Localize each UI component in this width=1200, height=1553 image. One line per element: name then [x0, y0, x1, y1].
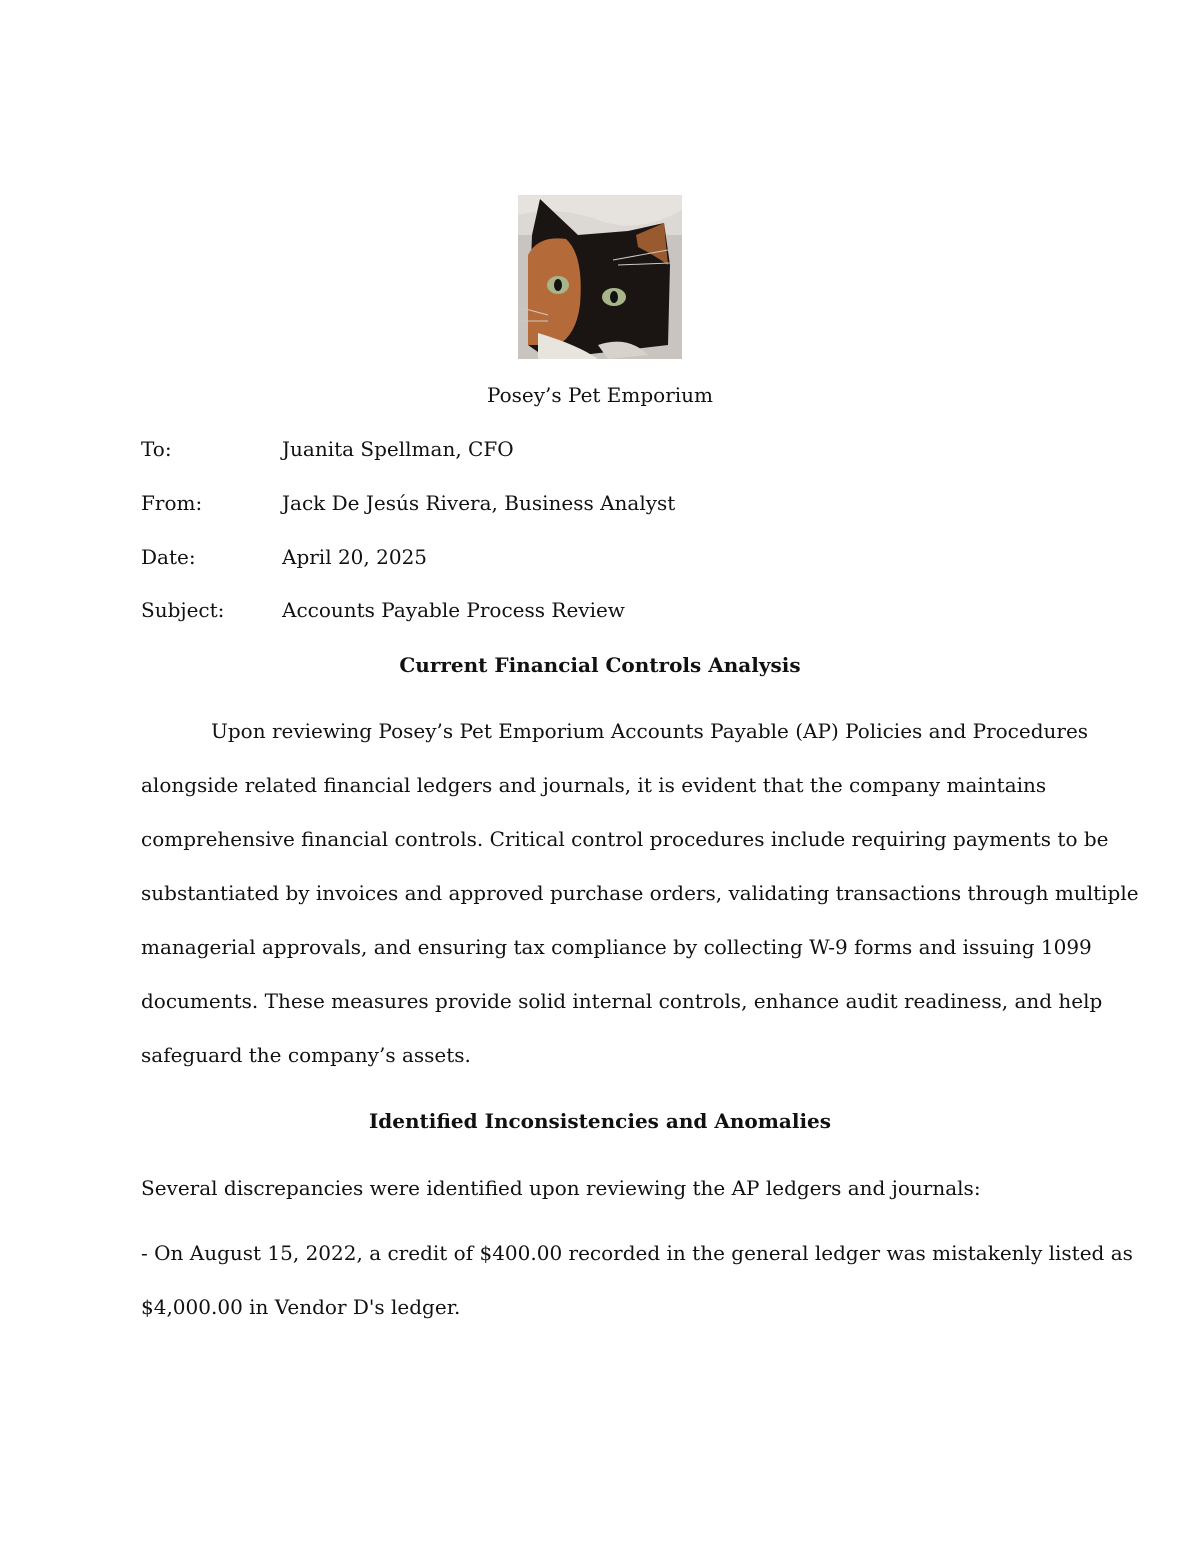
memo-to-value: Juanita Spellman, CFO	[282, 437, 514, 461]
company-name: Posey’s Pet Emporium	[486, 383, 714, 407]
bullet-line: - On August 15, 2022, a credit of $400.00 recorded in the general ledger was mistakenly listed as	[141, 1241, 1133, 1265]
paragraph-line: safeguard the company’s assets.	[141, 1043, 471, 1067]
section-heading-inconsistencies: Identified Inconsistencies and Anomalies	[368, 1109, 832, 1133]
cat-photo-icon	[518, 195, 682, 359]
paragraph-line: alongside related financial ledgers and journals, it is evident that the company maintains	[141, 773, 1047, 797]
paragraph-line: managerial approvals, and ensuring tax compliance by collecting W-9 forms and issuing 1099	[141, 935, 1092, 959]
paragraph-line: Upon reviewing Posey’s Pet Emporium Accounts Payable (AP) Policies and Procedures	[211, 719, 1089, 743]
paragraph-line: documents. These measures provide solid internal controls, enhance audit readiness, and help	[141, 989, 1103, 1013]
memo-date-label: Date:	[141, 545, 196, 569]
memo-from-row	[141, 488, 675, 518]
cat-logo-image	[518, 195, 682, 359]
controls-paragraph	[141, 704, 1139, 1082]
memo-subject-row	[141, 595, 625, 625]
memo-from-value: Jack De Jesús Rivera, Business Analyst	[282, 491, 676, 515]
section-heading-controls: Current Financial Controls Analysis	[399, 653, 801, 677]
memo-subject-label: Subject:	[141, 598, 225, 622]
memo-subject-value: Accounts Payable Process Review	[282, 598, 625, 622]
memo-from-label: From:	[141, 491, 203, 515]
inconsistencies-intro: Several discrepancies were identified upon reviewing the AP ledgers and journals:	[141, 1176, 981, 1200]
bullet-line: $4,000.00 in Vendor D's ledger.	[141, 1295, 461, 1319]
memo-to-row	[141, 434, 514, 464]
paragraph-line: substantiated by invoices and approved purchase orders, validating transactions through multiple	[141, 881, 1139, 905]
memo-date-row	[141, 542, 427, 572]
memo-to-label: To:	[141, 437, 172, 461]
paragraph-line: comprehensive financial controls. Critical control procedures include requiring payments to be	[141, 827, 1109, 851]
inconsistency-bullet	[141, 1226, 1133, 1334]
memo-date-value: April 20, 2025	[282, 545, 428, 569]
